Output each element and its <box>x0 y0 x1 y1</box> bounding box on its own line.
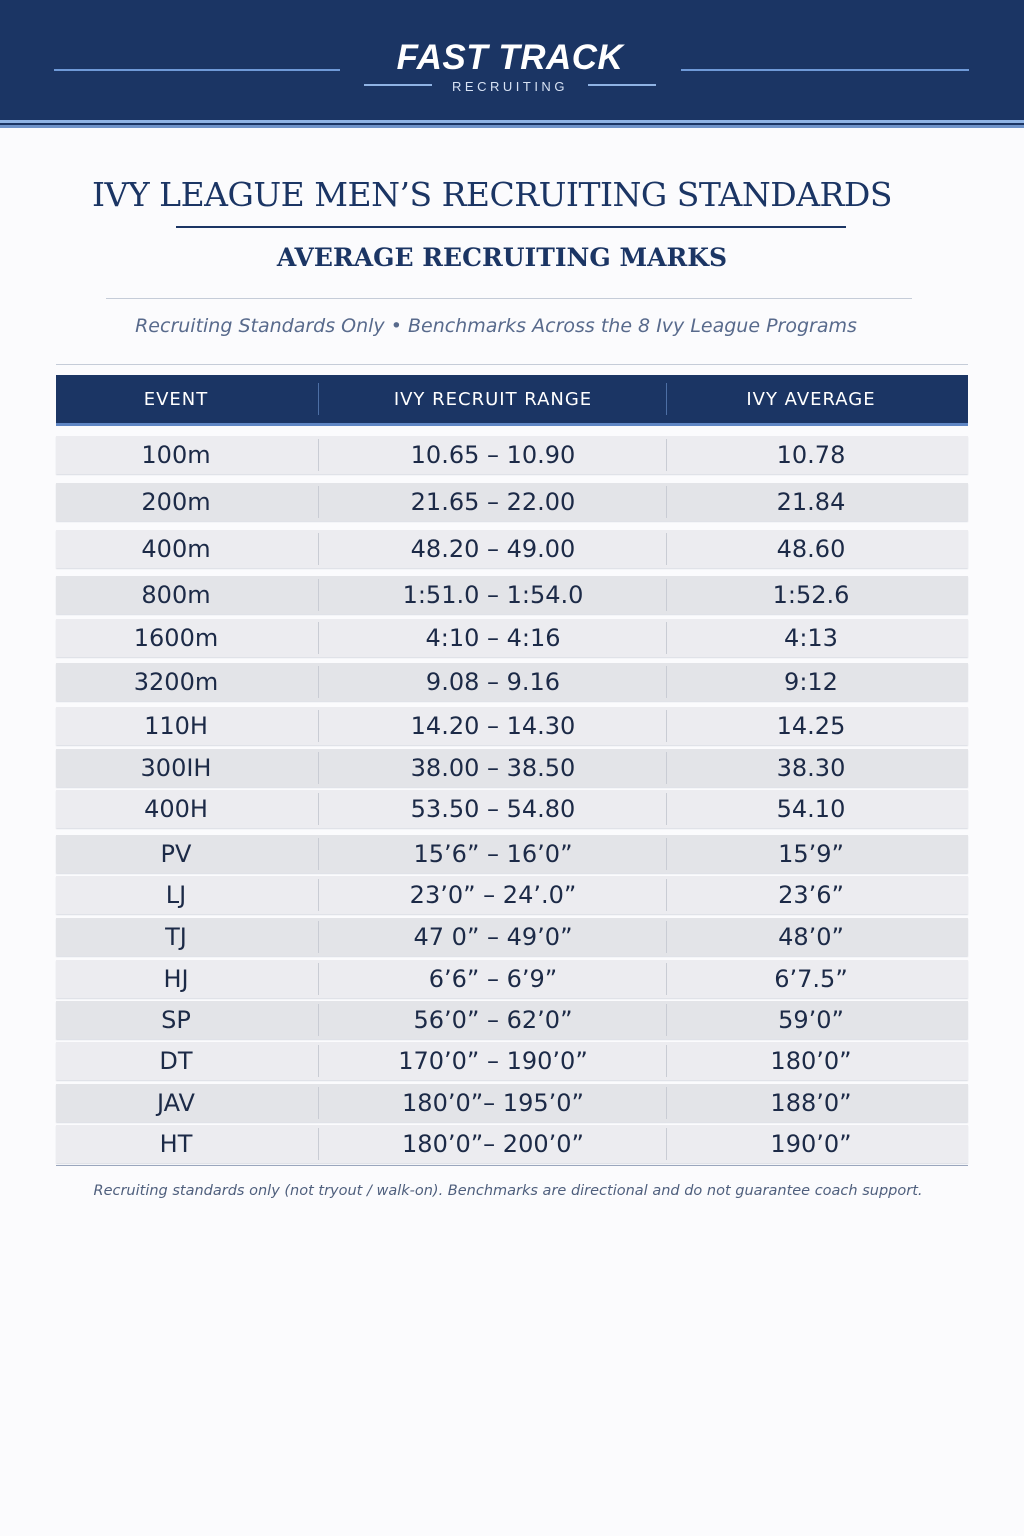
average-cell: 6’7.5” <box>774 965 848 993</box>
average-cell: 1:52.6 <box>772 581 850 609</box>
header-event: EVENT <box>143 389 209 410</box>
title-underline <box>176 226 846 228</box>
divider-top <box>106 298 912 299</box>
page-title: IVY LEAGUE MEN’S RECRUITING STANDARDS <box>92 175 892 214</box>
brand-dash-left <box>364 84 432 86</box>
event-cell: 200m <box>141 488 211 516</box>
range-cell: 180’0”– 195’0” <box>402 1089 584 1117</box>
cell-separator <box>666 710 667 742</box>
header-rule-right <box>681 69 969 71</box>
event-cell: 110H <box>144 712 208 740</box>
event-cell: 400m <box>141 535 211 563</box>
header-average: IVY AVERAGE <box>746 389 876 410</box>
table-row <box>56 530 968 568</box>
cell-separator <box>666 579 667 611</box>
brand-sub: RECRUITING <box>452 79 568 94</box>
tagline: Recruiting Standards Only • Benchmarks Across the 8 Ivy League Programs <box>135 315 857 337</box>
average-cell: 15’9” <box>778 840 844 868</box>
average-cell: 10.78 <box>776 441 846 469</box>
range-cell: 21.65 – 22.00 <box>410 488 576 516</box>
cell-separator <box>666 533 667 565</box>
cell-separator <box>666 666 667 698</box>
header-range: IVY RECRUIT RANGE <box>393 389 593 410</box>
table-row <box>56 790 968 828</box>
range-cell: 47 0” – 49’0” <box>413 923 573 951</box>
cell-separator <box>666 793 667 825</box>
average-cell: 48’0” <box>778 923 844 951</box>
range-cell: 14.20 – 14.30 <box>410 712 576 740</box>
average-cell: 9:12 <box>784 668 838 696</box>
average-cell: 188’0” <box>770 1089 852 1117</box>
cell-separator <box>666 1045 667 1077</box>
average-cell: 48.60 <box>776 535 846 563</box>
cell-separator <box>666 486 667 518</box>
table-body <box>56 428 968 1160</box>
footnote: Recruiting standards only (not tryout / walk-on). Benchmarks are directional and do not guarantee coach support. <box>93 1183 923 1199</box>
event-cell: 400H <box>144 795 208 823</box>
average-cell: 38.30 <box>776 754 846 782</box>
event-cell: HJ <box>163 965 189 993</box>
table-row <box>56 1001 968 1039</box>
table-row <box>56 835 968 873</box>
range-cell: 38.00 – 38.50 <box>410 754 576 782</box>
event-cell: TJ <box>165 923 187 951</box>
page-subtitle: AVERAGE RECRUITING MARKS <box>276 243 728 272</box>
event-cell: LJ <box>165 881 187 909</box>
table-row <box>56 707 968 745</box>
event-cell: PV <box>160 840 192 868</box>
range-cell: 48.20 – 49.00 <box>410 535 576 563</box>
standards-table <box>56 375 968 1160</box>
average-cell: 59’0” <box>778 1006 844 1034</box>
brand-name: FAST TRACK <box>396 38 624 77</box>
cell-separator <box>666 622 667 654</box>
cell-separator <box>666 1128 667 1160</box>
table-row <box>56 749 968 787</box>
average-cell: 14.25 <box>776 712 846 740</box>
range-cell: 15’6” – 16’0” <box>413 840 573 868</box>
table-row <box>56 619 968 657</box>
average-cell: 4:13 <box>784 624 838 652</box>
table-row <box>56 960 968 998</box>
range-cell: 6’6” – 6’9” <box>428 965 558 993</box>
cell-separator <box>666 963 667 995</box>
event-cell: 300IH <box>140 754 212 782</box>
range-cell: 9.08 – 9.16 <box>425 668 561 696</box>
cell-separator <box>666 1004 667 1036</box>
event-cell: 800m <box>141 581 211 609</box>
event-cell: SP <box>161 1006 191 1034</box>
range-cell: 23’0” – 24’.0” <box>409 881 577 909</box>
event-cell: 1600m <box>133 624 219 652</box>
event-cell: 100m <box>141 441 211 469</box>
average-cell: 190’0” <box>770 1130 852 1158</box>
brand-dash-right <box>588 84 656 86</box>
range-cell: 1:51.0 – 1:54.0 <box>402 581 584 609</box>
range-cell: 53.50 – 54.80 <box>410 795 576 823</box>
header-separator <box>666 383 667 415</box>
table-row <box>56 576 968 614</box>
table-bottom-rule <box>56 1165 968 1166</box>
average-cell: 21.84 <box>776 488 846 516</box>
header-stripe <box>0 120 1024 128</box>
header-banner <box>0 0 1024 120</box>
table-header <box>56 375 968 423</box>
header-rule-left <box>54 69 340 71</box>
table-row <box>56 436 968 474</box>
range-cell: 180’0”– 200’0” <box>402 1130 584 1158</box>
brand-logo <box>350 38 670 92</box>
event-cell: DT <box>159 1047 193 1075</box>
table-row <box>56 1084 968 1122</box>
average-cell: 23’6” <box>778 881 844 909</box>
average-cell: 54.10 <box>776 795 846 823</box>
table-row <box>56 918 968 956</box>
range-cell: 56’0” – 62’0” <box>413 1006 573 1034</box>
cell-separator <box>666 838 667 870</box>
average-cell: 180’0” <box>770 1047 852 1075</box>
table-row <box>56 876 968 914</box>
cell-separator <box>666 439 667 471</box>
range-cell: 170’0” – 190’0” <box>398 1047 588 1075</box>
divider-table <box>56 364 968 365</box>
cell-separator <box>666 752 667 784</box>
table-row <box>56 663 968 701</box>
event-cell: 3200m <box>133 668 219 696</box>
table-row <box>56 483 968 521</box>
table-row <box>56 1125 968 1163</box>
cell-separator <box>666 879 667 911</box>
cell-separator <box>666 921 667 953</box>
cell-separator <box>666 1087 667 1119</box>
range-cell: 4:10 – 4:16 <box>425 624 561 652</box>
event-cell: HT <box>159 1130 193 1158</box>
range-cell: 10.65 – 10.90 <box>410 441 576 469</box>
table-row <box>56 1042 968 1080</box>
event-cell: JAV <box>157 1089 195 1117</box>
